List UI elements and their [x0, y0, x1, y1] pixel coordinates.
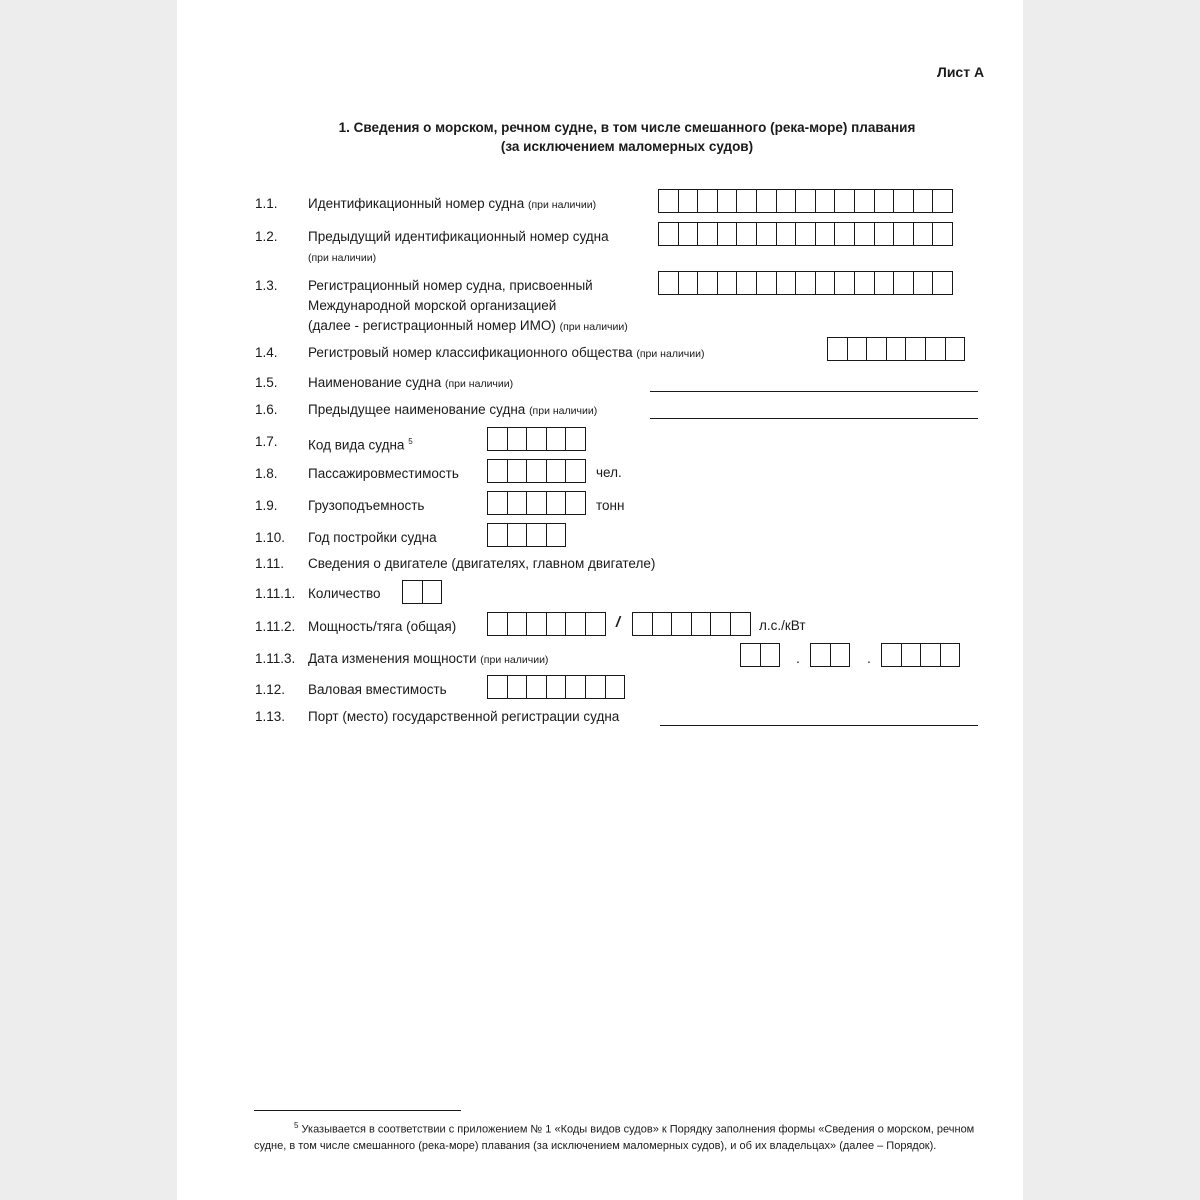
- char-cell[interactable]: [698, 272, 718, 294]
- engine-count-boxes[interactable]: [402, 580, 442, 604]
- registration-port-field[interactable]: [660, 725, 978, 726]
- char-cell[interactable]: [527, 613, 547, 635]
- char-cell[interactable]: [848, 338, 868, 360]
- row-label-engine-count: Количество: [308, 586, 381, 601]
- char-cell[interactable]: [586, 676, 606, 698]
- row-label-imo-number: Регистрационный номер судна, присвоенный Международной морской организацией (далее - регистрационный номер ИМО) (при наличии): [308, 278, 628, 333]
- char-cell[interactable]: [777, 190, 797, 212]
- char-cell[interactable]: [887, 338, 907, 360]
- row-label-prev-ship-name: Предыдущее наименование судна (при наличии): [308, 402, 598, 417]
- char-cell[interactable]: [718, 223, 738, 245]
- char-cell[interactable]: [659, 272, 679, 294]
- date-separator: .: [796, 650, 800, 666]
- ship-type-code-boxes[interactable]: [487, 427, 586, 451]
- row-number: 1.8.: [255, 466, 278, 481]
- char-cell[interactable]: [718, 190, 738, 212]
- char-cell[interactable]: [547, 524, 567, 546]
- char-cell[interactable]: [835, 190, 855, 212]
- char-cell[interactable]: [547, 676, 567, 698]
- footnote-mark: 5: [294, 1121, 299, 1130]
- char-cell[interactable]: [731, 613, 751, 635]
- char-cell[interactable]: [488, 676, 508, 698]
- row-label-registration-port: Порт (место) государственной регистрации судна: [308, 709, 620, 724]
- char-cell[interactable]: [894, 272, 914, 294]
- row-label-power-change-date: Дата изменения мощности (при наличии): [308, 651, 549, 666]
- char-cell[interactable]: [921, 644, 941, 666]
- char-cell[interactable]: [566, 613, 586, 635]
- section-subtitle: (за исключением маломерных судов): [500, 139, 754, 154]
- char-cell[interactable]: [586, 613, 606, 635]
- row-label-engine-info: Сведения о двигателе (двигателях, главном двигателе): [308, 556, 656, 571]
- row-number: 1.3.: [255, 278, 278, 293]
- char-cell[interactable]: [547, 613, 567, 635]
- footnote-rule: [254, 1110, 461, 1111]
- row-number: 1.11.2.: [255, 619, 296, 634]
- char-cell[interactable]: [718, 272, 738, 294]
- char-cell[interactable]: [914, 223, 934, 245]
- char-cell[interactable]: [855, 223, 875, 245]
- char-cell[interactable]: [875, 272, 895, 294]
- gross-tonnage-boxes[interactable]: [487, 675, 625, 699]
- char-cell[interactable]: [679, 223, 699, 245]
- row-number: 1.11.: [255, 556, 285, 571]
- char-cell[interactable]: [527, 524, 547, 546]
- prev-ship-name-field[interactable]: [650, 418, 978, 419]
- char-cell[interactable]: [737, 190, 757, 212]
- char-cell[interactable]: [403, 581, 423, 603]
- char-cell[interactable]: [828, 338, 848, 360]
- char-cell[interactable]: [933, 190, 953, 212]
- char-cell[interactable]: [933, 272, 953, 294]
- char-cell[interactable]: [761, 644, 781, 666]
- char-cell[interactable]: [547, 492, 567, 514]
- char-cell[interactable]: [914, 190, 934, 212]
- char-cell[interactable]: [508, 460, 528, 482]
- char-cell[interactable]: [698, 190, 718, 212]
- power-unit: л.с./кВт: [759, 618, 806, 633]
- char-cell[interactable]: [508, 676, 528, 698]
- row-label-cargo-capacity: Грузоподъемность: [308, 498, 425, 513]
- passenger-unit: чел.: [596, 465, 622, 480]
- char-cell[interactable]: [875, 223, 895, 245]
- char-cell[interactable]: [527, 428, 547, 450]
- row-label-ship-name: Наименование судна (при наличии): [308, 375, 514, 390]
- char-cell[interactable]: [606, 676, 626, 698]
- char-cell[interactable]: [527, 492, 547, 514]
- char-cell[interactable]: [508, 613, 528, 635]
- char-cell[interactable]: [737, 272, 757, 294]
- char-cell[interactable]: [737, 223, 757, 245]
- cargo-unit: тонн: [596, 498, 625, 513]
- char-cell[interactable]: [488, 460, 508, 482]
- prev-id-number-boxes[interactable]: [658, 222, 953, 246]
- date-separator: .: [867, 650, 871, 666]
- char-cell[interactable]: [875, 190, 895, 212]
- char-cell[interactable]: [698, 223, 718, 245]
- char-cell[interactable]: [653, 613, 673, 635]
- section-title: 1. Сведения о морском, речном судне, в том числе смешанного (река-море) плавания: [338, 120, 916, 135]
- char-cell[interactable]: [679, 272, 699, 294]
- row-number: 1.11.1.: [255, 586, 296, 601]
- char-cell[interactable]: [882, 644, 902, 666]
- char-cell[interactable]: [659, 223, 679, 245]
- engine-power-kw-boxes[interactable]: [632, 612, 751, 636]
- char-cell[interactable]: [894, 223, 914, 245]
- char-cell[interactable]: [816, 190, 836, 212]
- row-label-passenger-capacity: Пассажировместимость: [308, 466, 459, 481]
- char-cell[interactable]: [488, 613, 508, 635]
- char-cell[interactable]: [855, 190, 875, 212]
- row-label-engine-power: Мощность/тяга (общая): [308, 619, 457, 634]
- char-cell[interactable]: [488, 492, 508, 514]
- char-cell[interactable]: [508, 524, 528, 546]
- row-label-gross-tonnage: Валовая вместимость: [308, 682, 447, 697]
- row-number: 1.9.: [255, 498, 278, 513]
- row-number: 1.7.: [255, 434, 278, 449]
- date-year-boxes[interactable]: [881, 643, 960, 667]
- row-number: 1.1.: [255, 196, 278, 211]
- row-number: 1.2.: [255, 229, 278, 244]
- row-label-class-society-number: Регистровый номер классификационного общества (при наличии): [308, 345, 705, 360]
- char-cell[interactable]: [488, 524, 508, 546]
- power-separator: /: [615, 614, 621, 631]
- row-number: 1.5.: [255, 375, 278, 390]
- char-cell[interactable]: [796, 272, 816, 294]
- form-page: [177, 0, 1023, 1200]
- row-number: 1.11.3.: [255, 651, 296, 666]
- char-cell[interactable]: [894, 190, 914, 212]
- char-cell[interactable]: [811, 644, 831, 666]
- char-cell[interactable]: [835, 223, 855, 245]
- char-cell[interactable]: [867, 338, 887, 360]
- date-month-boxes[interactable]: [810, 643, 850, 667]
- char-cell[interactable]: [946, 338, 966, 360]
- char-cell[interactable]: [679, 190, 699, 212]
- char-cell[interactable]: [566, 676, 586, 698]
- row-number: 1.13.: [255, 709, 286, 724]
- char-cell[interactable]: [906, 338, 926, 360]
- row-number: 1.12.: [255, 682, 286, 697]
- row-label-prev-id-number: Предыдущий идентификационный номер судна (при наличии): [308, 229, 609, 264]
- char-cell[interactable]: [835, 272, 855, 294]
- row-number: 1.4.: [255, 345, 278, 360]
- char-cell[interactable]: [757, 190, 777, 212]
- char-cell[interactable]: [855, 272, 875, 294]
- row-number: 1.6.: [255, 402, 278, 417]
- char-cell[interactable]: [527, 676, 547, 698]
- char-cell[interactable]: [527, 460, 547, 482]
- row-label-build-year: Год постройки судна: [308, 530, 437, 545]
- footnote-text: Указывается в соответствии с приложением № 1 «Коды видов судов» к Порядку заполнения формы «Сведения о морском, речном судне, в том числе смешанного (река-море) плавания (за исключением маломерных судов), и об их владельцах» (далее – Порядок).: [254, 1123, 975, 1152]
- footnote: [254, 1118, 989, 1154]
- row-label-id-number: Идентификационный номер судна (при наличии): [308, 196, 597, 211]
- passenger-capacity-boxes[interactable]: [487, 459, 586, 483]
- char-cell[interactable]: [692, 613, 712, 635]
- date-day-boxes[interactable]: [740, 643, 780, 667]
- cargo-capacity-boxes[interactable]: [487, 491, 586, 515]
- char-cell[interactable]: [741, 644, 761, 666]
- row-number: 1.10.: [255, 530, 286, 545]
- build-year-boxes[interactable]: [487, 523, 566, 547]
- char-cell[interactable]: [757, 272, 777, 294]
- char-cell[interactable]: [508, 428, 528, 450]
- char-cell[interactable]: [777, 223, 797, 245]
- char-cell[interactable]: [816, 223, 836, 245]
- char-cell[interactable]: [831, 644, 851, 666]
- char-cell[interactable]: [547, 428, 567, 450]
- char-cell[interactable]: [566, 460, 586, 482]
- char-cell[interactable]: [816, 272, 836, 294]
- char-cell[interactable]: [711, 613, 731, 635]
- sheet-label: Лист А: [937, 64, 985, 80]
- char-cell[interactable]: [902, 644, 922, 666]
- char-cell[interactable]: [933, 223, 953, 245]
- char-cell[interactable]: [796, 190, 816, 212]
- char-cell[interactable]: [777, 272, 797, 294]
- imo-number-boxes[interactable]: [658, 271, 953, 295]
- char-cell[interactable]: [796, 223, 816, 245]
- id-number-boxes[interactable]: [658, 189, 953, 213]
- ship-name-field[interactable]: [650, 391, 978, 392]
- char-cell[interactable]: [547, 460, 567, 482]
- char-cell[interactable]: [659, 190, 679, 212]
- char-cell[interactable]: [926, 338, 946, 360]
- char-cell[interactable]: [423, 581, 443, 603]
- row-label-ship-type-code: Код вида судна $^5$: [308, 437, 413, 453]
- char-cell[interactable]: [488, 428, 508, 450]
- char-cell[interactable]: [672, 613, 692, 635]
- class-society-number-boxes[interactable]: [827, 337, 965, 361]
- char-cell[interactable]: [566, 428, 586, 450]
- char-cell[interactable]: [633, 613, 653, 635]
- char-cell[interactable]: [941, 644, 961, 666]
- char-cell[interactable]: [508, 492, 528, 514]
- char-cell[interactable]: [566, 492, 586, 514]
- engine-power-hp-boxes[interactable]: [487, 612, 606, 636]
- char-cell[interactable]: [757, 223, 777, 245]
- char-cell[interactable]: [914, 272, 934, 294]
